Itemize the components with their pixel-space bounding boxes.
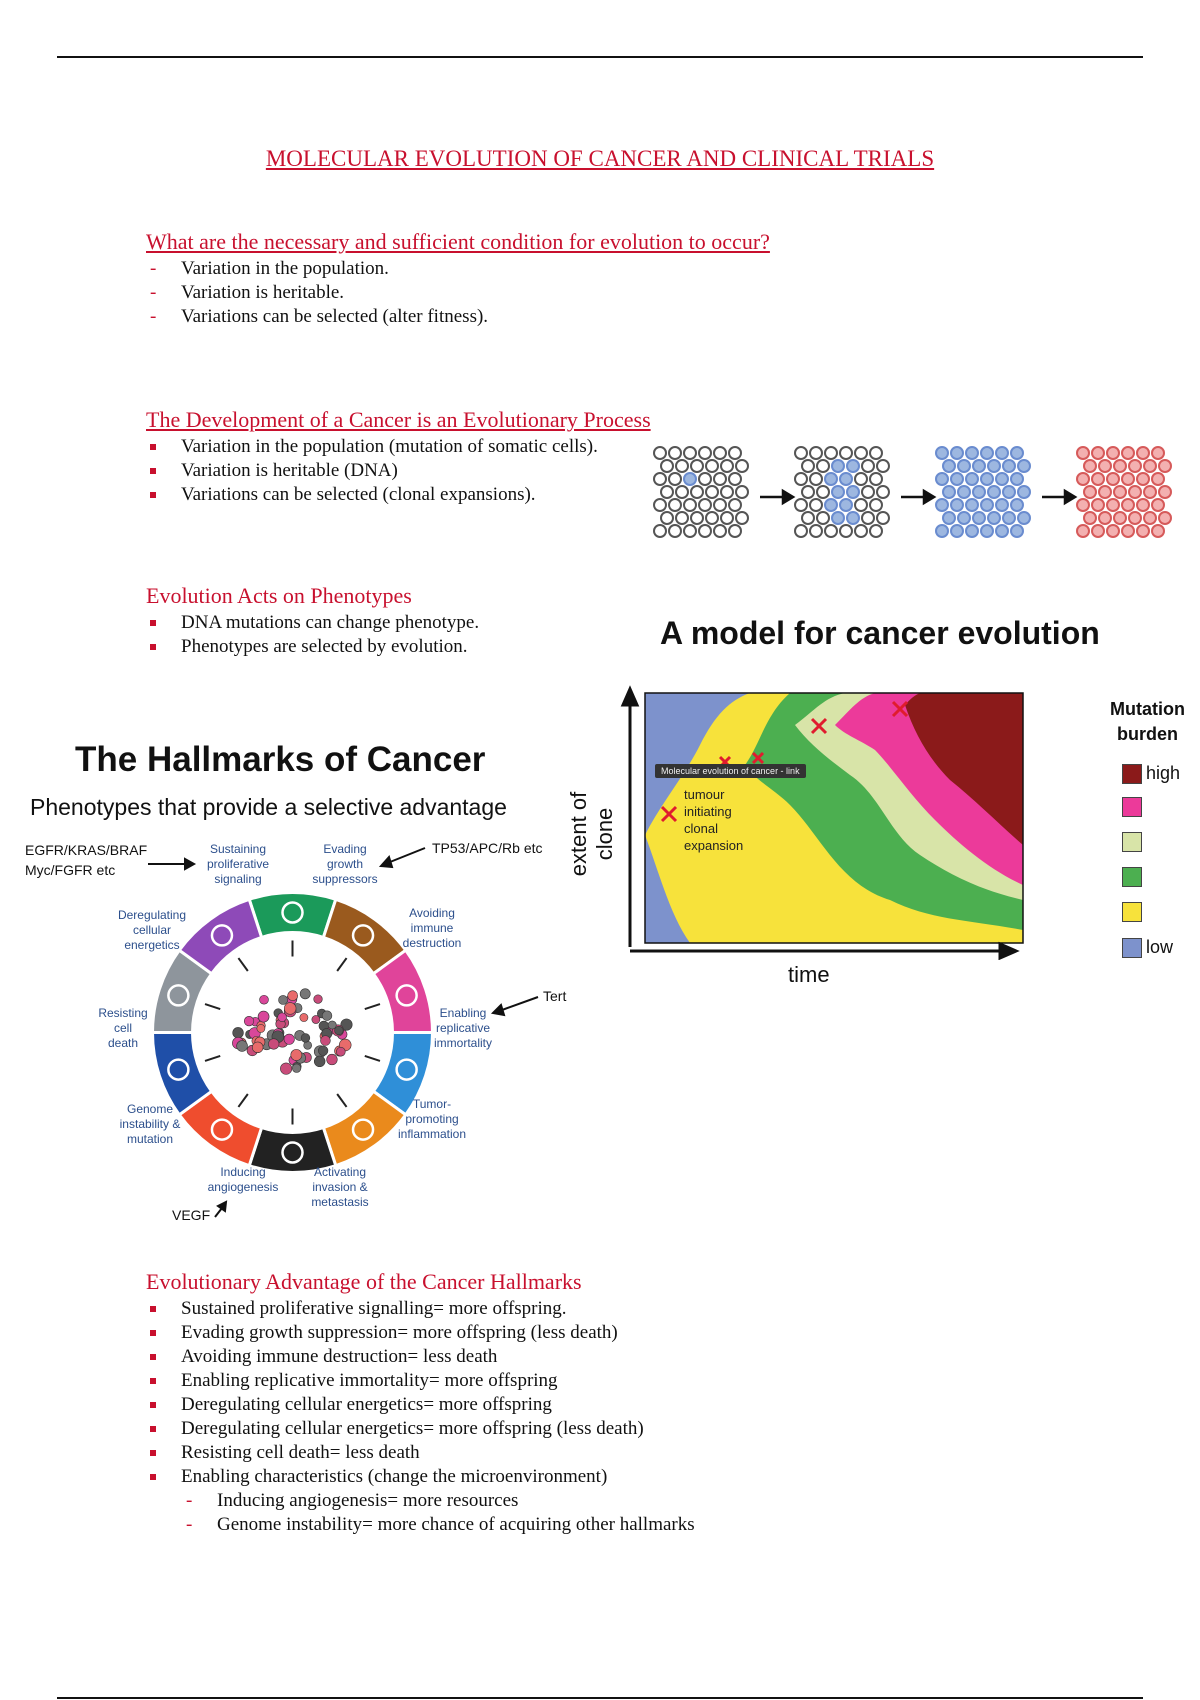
label-genome-instability: Genome instability & mutation bbox=[119, 1102, 181, 1146]
list-subitem: - Genome instability= more chance of acquiring other hallmarks bbox=[146, 1513, 1046, 1537]
list-item: Sustained proliferative signalling= more offspring. bbox=[146, 1297, 1046, 1321]
gene-label-tert: Tert bbox=[543, 988, 567, 1004]
list-item: Evading growth suppression= more offspring (less death) bbox=[146, 1321, 1046, 1345]
label-resisting-cell-death: Resisting cell death bbox=[98, 1006, 148, 1050]
hallmarks-title: The Hallmarks of Cancer bbox=[75, 740, 486, 779]
hallmarks-subtitle: Phenotypes that provide a selective advantage bbox=[30, 794, 507, 820]
section-heading: Evolutionary Advantage of the Cancer Hallmarks bbox=[146, 1269, 582, 1294]
section-heading: The Development of a Cancer is an Evolutionary Process bbox=[146, 407, 651, 432]
legend-title: Mutation burden bbox=[1110, 699, 1185, 744]
gene-label-vegf: VEGF bbox=[172, 1207, 211, 1223]
annotation-text: tumour initiating clonal expansion bbox=[684, 787, 744, 853]
label-evading-growth: Evading growth suppressors bbox=[312, 842, 378, 886]
bullet-list bbox=[146, 1297, 1046, 1537]
label-activating-invasion: Activating invasion & metastasis bbox=[311, 1165, 369, 1209]
list-item: Resisting cell death= less death bbox=[146, 1441, 1046, 1465]
list-item: Phenotypes are selected by evolution. bbox=[146, 635, 646, 659]
gene-label-right: TP53/APC/Rb etc bbox=[432, 840, 543, 856]
label-inducing-angiogenesis: Inducing angiogenesis bbox=[207, 1165, 279, 1194]
model-figure-title: A model for cancer evolution bbox=[660, 615, 1100, 651]
arrow-icon bbox=[390, 848, 425, 862]
list-item: Variation is heritable (DNA) bbox=[146, 459, 606, 483]
arrow-icon bbox=[218, 1202, 226, 1211]
list-item: Variations can be selected (clonal expansions). bbox=[146, 483, 606, 507]
legend-item-high: high bbox=[1122, 763, 1180, 784]
list-subitem: - Inducing angiogenesis= more resources bbox=[146, 1489, 1046, 1513]
list-item: Deregulating cellular energetics= more offspring bbox=[146, 1393, 1046, 1417]
label-tumor-inflammation: Tumor- promoting inflammation bbox=[397, 1097, 467, 1141]
list-item: DNA mutations can change phenotype. bbox=[146, 611, 646, 635]
gene-label-left: EGFR/KRAS/BRAF Myc/FGFR etc bbox=[25, 842, 148, 878]
section-hallmark-advantages bbox=[146, 1269, 1046, 1537]
list-item: Avoiding immune destruction= less death bbox=[146, 1345, 1046, 1369]
list-item: - Variation is heritable. bbox=[146, 281, 906, 305]
section-heading: Evolution Acts on Phenotypes bbox=[146, 583, 412, 608]
list-item: Enabling characteristics (change the microenvironment) bbox=[146, 1465, 1046, 1489]
list-item: Variation in the population (mutation of somatic cells). bbox=[146, 435, 606, 459]
label-deregulating-energetics: Deregulating cellular energetics bbox=[117, 908, 187, 952]
page-title: MOLECULAR EVOLUTION OF CANCER AND CLINICAL TRIALS bbox=[265, 146, 935, 171]
tooltip-label[interactable]: Molecular evolution of cancer - link bbox=[655, 764, 806, 778]
label-avoiding-immune: Avoiding immune destruction bbox=[402, 906, 462, 950]
list-item: Deregulating cellular energetics= more offspring (less death) bbox=[146, 1417, 1046, 1441]
list-item: - Variation in the population. bbox=[146, 257, 906, 281]
label-enabling-immortality: Enabling replicative immortality bbox=[433, 1006, 492, 1050]
x-axis-label: time bbox=[788, 962, 830, 987]
label-sustaining-proliferative: Sustaining proliferative signaling bbox=[206, 842, 270, 886]
list-item: - Variations can be selected (alter fitness). bbox=[146, 305, 906, 329]
arrow-icon bbox=[215, 1208, 222, 1217]
list-item: Enabling replicative immortality= more offspring bbox=[146, 1369, 1046, 1393]
y-axis-label: extent of clone bbox=[566, 791, 617, 877]
legend-item-low: low bbox=[1122, 937, 1173, 958]
section-heading: What are the necessary and sufficient condition for evolution to occur? bbox=[146, 229, 770, 254]
